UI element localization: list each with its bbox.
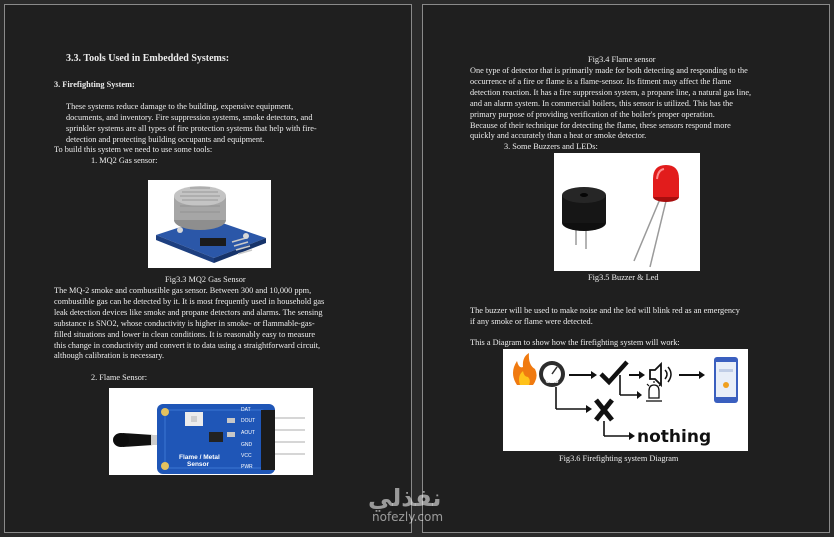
mq2-description-line: The MQ-2 smoke and combustible gas sensor. Between 300 and 10,000 ppm, (54, 286, 312, 295)
flame-description-line: Because of their technique for detecting the flame, these sensors respond more (470, 121, 731, 130)
gas-label: GAS (545, 379, 559, 385)
firefighting-subheading: 3. Firefighting System: (54, 80, 135, 89)
nothing-label: nothing (637, 427, 712, 447)
flame-sensor-image (109, 388, 313, 475)
watermark-logo (368, 485, 443, 524)
intro-line: sprinkler systems are all types of fire protection systems that help with fire- (66, 124, 317, 133)
buzzer-led-image (554, 153, 700, 271)
intro-line: detection and protecting building occupants and equipment. (66, 135, 265, 144)
pin-label: DAT (241, 407, 251, 413)
fig33-caption: Fig3.3 MQ2 Gas Sensor (165, 275, 246, 284)
flame-description-line: detection reaction. It has a fire suppression system, a propane line, a natural gas line, (470, 88, 752, 97)
pin-label: GND (241, 442, 253, 448)
mq2-description-line: this change in conductivity and convert it to data using a straightforward circuit, (54, 341, 321, 350)
fig35-caption: Fig3.5 Buzzer & Led (588, 273, 659, 282)
document-page-right (422, 4, 830, 533)
flame-description-line: quickly and accurately than a heat or smoke detector. (470, 131, 647, 140)
flame-description-line: One type of detector that is primarily made for both detecting and responding to the (470, 66, 748, 75)
watermark-arabic: نفذلي (368, 484, 442, 512)
watermark-url: nofezly.com (372, 510, 444, 524)
list-item-flame: 2. Flame Sensor: (91, 373, 147, 382)
flame-description-line: and an alarm system. In commercial boilers, this sensor is utilized. This has the (470, 99, 733, 108)
flame-board-label: Sensor (187, 461, 210, 468)
pin-label: PWR (241, 464, 253, 470)
mq2-description-line: combustible gas can be detected by it. It is most frequently used in household gas (54, 297, 325, 306)
pin-label: VCC (241, 453, 252, 459)
mq2-sensor-image (148, 180, 271, 268)
diagram-intro: This a Diagram to show how the firefighting system will work: (470, 338, 680, 347)
document-page-left (4, 4, 412, 533)
pin-label: DOUT (241, 418, 256, 424)
fig36-caption: Fig3.6 Firefighting system Diagram (559, 454, 679, 463)
intro-line: These systems reduce damage to the building, expensive equipment, (66, 102, 294, 111)
pin-label: AOUT (241, 430, 255, 436)
mq2-description-line: although calibration is necessary. (54, 351, 165, 360)
section-heading: 3.3. Tools Used in Embedded Systems: (66, 53, 230, 64)
buzzer-description-line: if any smoke or flame were detected. (470, 317, 593, 326)
flame-description-line: occurrence of a fire or flame is a flame-sensor. Its fitment may affect the flame (470, 77, 732, 86)
tools-intro: To build this system we need to use some tools: (54, 145, 213, 154)
mq2-description-line: substance is SNO2, whose conductivity is higher in smoke- or flammable-gas- (54, 319, 315, 328)
flame-description-line: primary purpose of providing verification of the boiler's proper operation. (470, 110, 715, 119)
buzzer-description-line: The buzzer will be used to make noise and the led will blink red as an emergency (470, 306, 740, 315)
intro-line: documents, and inventory. Fire suppression systems, smoke detectors, and (66, 113, 313, 122)
mq2-description-line: leak detection devices like smoke and propane detectors and alarms. The sensing (54, 308, 323, 317)
list-item-mq2: 1. MQ2 Gas sensor: (91, 156, 158, 165)
flame-board-label: Flame / Metal (179, 454, 220, 461)
mq2-description-line: filled situations and lower in clean conditions. It is reasonably easy to measure (54, 330, 316, 339)
fig34-caption: Fig3.4 Flame sensor (588, 55, 656, 64)
firefighting-diagram-image (503, 349, 748, 451)
list-item-buzzers: 3. Some Buzzers and LEDs: (504, 142, 598, 151)
